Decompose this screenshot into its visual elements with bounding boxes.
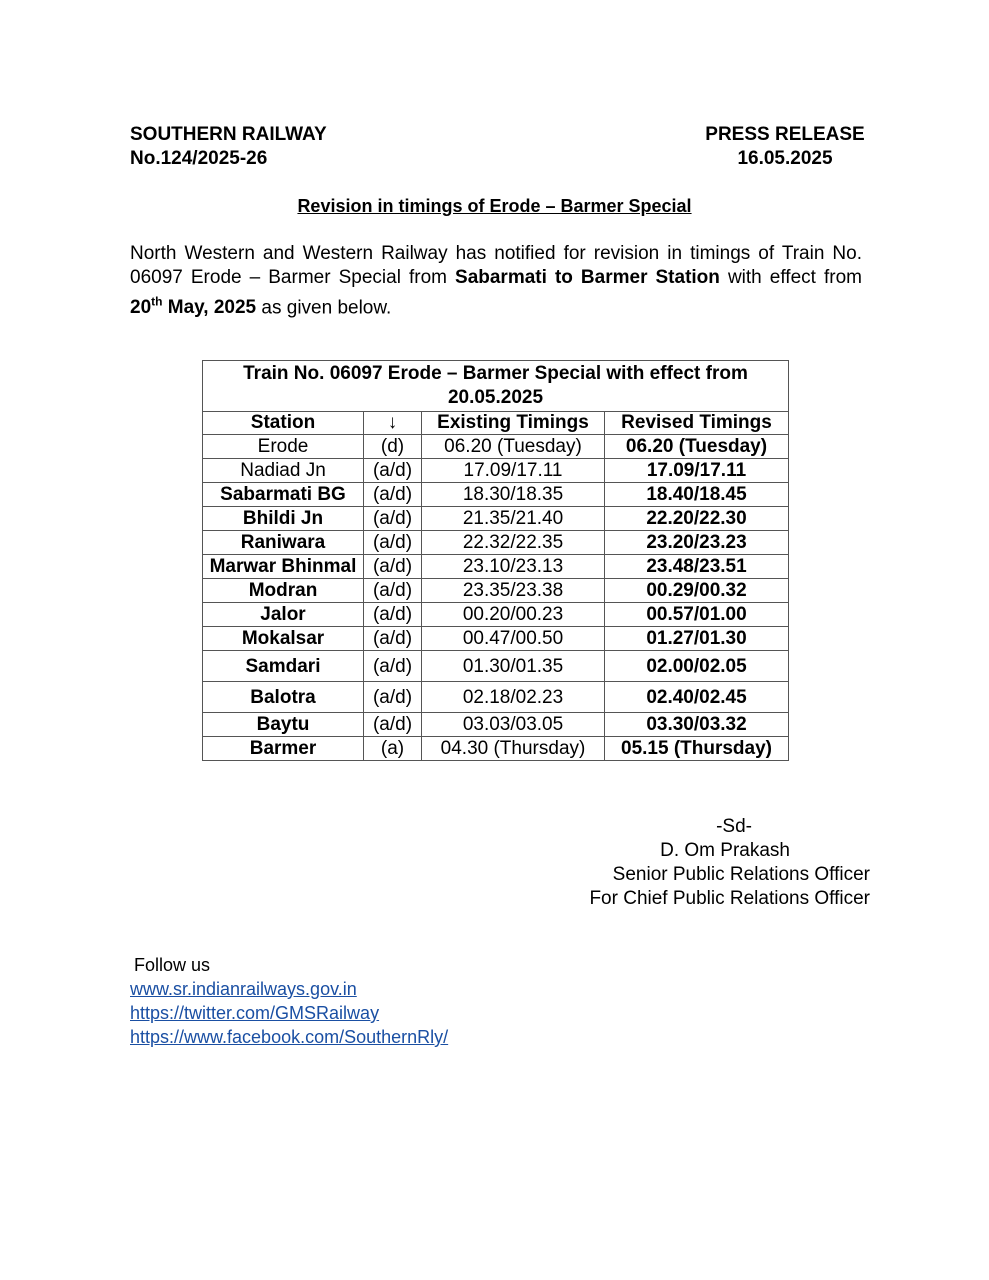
table-row [203, 459, 789, 483]
arrival-departure-cell: (a/d) [364, 603, 422, 627]
intro-text-3: as given below. [256, 297, 392, 319]
existing-timing-cell: 02.18/02.23 [422, 682, 605, 713]
arrival-departure-cell: (a) [364, 737, 422, 761]
revised-timing-cell: 00.29/00.32 [605, 579, 789, 603]
revised-timing-cell: 03.30/03.32 [605, 713, 789, 737]
revised-timing-cell: 06.20 (Tuesday) [605, 435, 789, 459]
signature-block [540, 815, 870, 911]
follow-section [130, 953, 448, 1049]
intro-text-2: with effect from [719, 267, 862, 288]
station-cell: Samdari [203, 651, 364, 682]
signatory-name: D. Om Prakash [660, 840, 790, 861]
link-twitter[interactable]: https://twitter.com/GMSRailway [130, 1003, 380, 1023]
station-cell: Bhildi Jn [203, 507, 364, 531]
date-rest: May, 2025 [162, 297, 257, 319]
header-right [700, 123, 870, 171]
col-header-revised: Revised Timings [605, 412, 789, 435]
revised-timing-cell: 05.15 (Thursday) [605, 737, 789, 761]
table-row [203, 555, 789, 579]
arrival-departure-cell: (a/d) [364, 682, 422, 713]
table-row [203, 507, 789, 531]
revised-timing-cell: 23.20/23.23 [605, 531, 789, 555]
arrival-departure-cell: (a/d) [364, 627, 422, 651]
arrival-departure-cell: (a/d) [364, 531, 422, 555]
table-row [203, 682, 789, 713]
revised-timing-cell: 17.09/17.11 [605, 459, 789, 483]
arrival-departure-cell: (a/d) [364, 651, 422, 682]
revised-timing-cell: 02.00/02.05 [605, 651, 789, 682]
document-type: PRESS RELEASE [705, 124, 865, 145]
arrival-departure-cell: (a/d) [364, 579, 422, 603]
link-website[interactable]: www.sr.indianrailways.gov.in [130, 979, 357, 999]
arrival-departure-cell: (a/d) [364, 713, 422, 737]
station-cell: Marwar Bhinmal [203, 555, 364, 579]
table-row [203, 531, 789, 555]
arrival-departure-cell: (a/d) [364, 555, 422, 579]
table-title: Train No. 06097 Erode – Barmer Special with effect from 20.05.2025 [203, 361, 789, 412]
arrival-departure-cell: (d) [364, 435, 422, 459]
station-cell: Baytu [203, 713, 364, 737]
station-cell: Raniwara [203, 531, 364, 555]
signature-sd: -Sd- [716, 816, 752, 837]
existing-timing-cell: 04.30 (Thursday) [422, 737, 605, 761]
revised-timing-cell: 18.40/18.45 [605, 483, 789, 507]
table-row [203, 603, 789, 627]
existing-timing-cell: 23.10/23.13 [422, 555, 605, 579]
existing-timing-cell: 21.35/21.40 [422, 507, 605, 531]
existing-timing-cell: 00.20/00.23 [422, 603, 605, 627]
table-row [203, 627, 789, 651]
date-suffix: th [151, 295, 163, 309]
col-header-arrow: ↓ [364, 412, 422, 435]
intro-text-1: North Western and Western Railway has notified for revision in timings of Train No. 06097 Erode – Barmer Special from [130, 243, 862, 288]
date-day: 20 [130, 297, 152, 319]
org-name: SOUTHERN RAILWAY [130, 124, 327, 145]
table-row [203, 579, 789, 603]
signatory-designation: Senior Public Relations Officer [612, 864, 870, 885]
arrival-departure-cell: (a/d) [364, 459, 422, 483]
reference-number: No.124/2025-26 [130, 148, 268, 169]
station-cell: Nadiad Jn [203, 459, 364, 483]
intro-effective-date [130, 297, 256, 318]
table-row [203, 713, 789, 737]
station-cell: Balotra [203, 682, 364, 713]
link-facebook[interactable]: https://www.facebook.com/SouthernRly/ [130, 1027, 449, 1047]
existing-timing-cell: 18.30/18.35 [422, 483, 605, 507]
header-left [130, 123, 327, 171]
existing-timing-cell: 23.35/23.38 [422, 579, 605, 603]
revised-timing-cell: 00.57/01.00 [605, 603, 789, 627]
existing-timing-cell: 03.03/03.05 [422, 713, 605, 737]
existing-timing-cell: 06.20 (Tuesday) [422, 435, 605, 459]
table-row [203, 651, 789, 682]
subject-heading: Revision in timings of Erode – Barmer Special [297, 196, 692, 216]
existing-timing-cell: 17.09/17.11 [422, 459, 605, 483]
station-cell: Jalor [203, 603, 364, 627]
station-cell: Erode [203, 435, 364, 459]
existing-timing-cell: 22.32/22.35 [422, 531, 605, 555]
table-row [203, 737, 789, 761]
table-row [203, 483, 789, 507]
timings-table [202, 360, 789, 761]
existing-timing-cell: 00.47/00.50 [422, 627, 605, 651]
intro-route: Sabarmati to Barmer Station [455, 267, 720, 288]
col-header-existing: Existing Timings [422, 412, 605, 435]
arrival-departure-cell: (a/d) [364, 483, 422, 507]
table-row [203, 435, 789, 459]
revised-timing-cell: 01.27/01.30 [605, 627, 789, 651]
intro-paragraph [130, 242, 862, 320]
revised-timing-cell: 02.40/02.45 [605, 682, 789, 713]
station-cell: Barmer [203, 737, 364, 761]
revised-timing-cell: 22.20/22.30 [605, 507, 789, 531]
station-cell: Mokalsar [203, 627, 364, 651]
signatory-for: For Chief Public Relations Officer [589, 888, 870, 909]
follow-label: Follow us [134, 955, 211, 975]
revised-timing-cell: 23.48/23.51 [605, 555, 789, 579]
station-cell: Sabarmati BG [203, 483, 364, 507]
col-header-station: Station [203, 412, 364, 435]
arrival-departure-cell: (a/d) [364, 507, 422, 531]
release-date: 16.05.2025 [737, 148, 833, 169]
existing-timing-cell: 01.30/01.35 [422, 651, 605, 682]
station-cell: Modran [203, 579, 364, 603]
